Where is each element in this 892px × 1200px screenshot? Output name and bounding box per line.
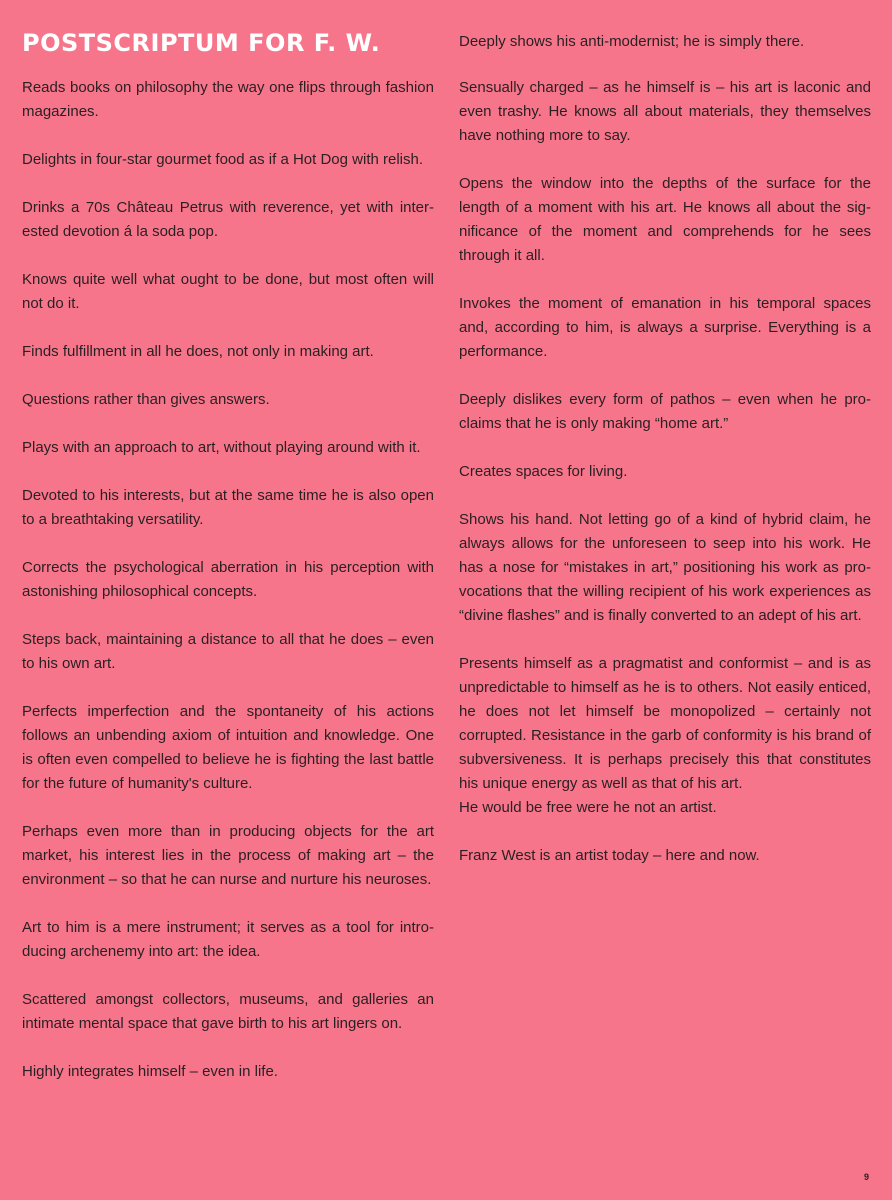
paragraph: Knows quite well what ought to be done, but most often will not do it.	[22, 271, 434, 312]
paragraph: Highly integrates himself – even in life.	[22, 1063, 278, 1080]
paragraph: Art to him is a mere instrument; it serves as a tool for intro-ducing archenemy into art: the idea.	[22, 919, 434, 960]
paragraph: Delights in four-star gourmet food as if a Hot Dog with relish.	[22, 151, 424, 168]
paragraph: Creates spaces for living.	[459, 463, 628, 480]
paragraph: Devoted to his interests, but at the same time he is also open to a breathtaking versatility.	[22, 487, 434, 528]
page-title: POSTSCRIPTUM FOR F. W.	[22, 29, 381, 57]
paragraph: Invokes the moment of emanation in his temporal spaces and, according to him, is always a surprise. Everything is a performance.	[459, 295, 871, 360]
paragraph: Shows his hand. Not letting go of a kind of hybrid claim, he always allows for the unforeseen to seep into his work. He has a nose for “mistakes in art,” positioning his work as pro-vocations that the willing recipient of his work experiences as “divine flashes” and is finally converted to an adept of his art.	[459, 511, 871, 624]
faded-background-band	[10, 1112, 890, 1182]
paragraph: Perfects imperfection and the spontaneity of his actions follows an unbending axiom of intuition and knowledge. One is often even compelled to believe he is fighting the last battle for the future of humanity's culture.	[22, 703, 434, 792]
paragraph: Reads books on philosophy the way one flips through fashion magazines.	[22, 79, 434, 120]
paragraph: Presents himself as a pragmatist and conformist – and is as unpredictable to himself as he is to others. Not easily enticed, he does not let himself be monopolized – certainly not corrupted. Resistance in the garb of conformity is his brand of subversiveness. It is perhaps precisely this that constitutes his unique energy as well as that of his art.	[459, 655, 871, 792]
paragraph: Steps back, maintaining a distance to all that he does – even to his own art.	[22, 631, 434, 672]
paragraph: Plays with an approach to art, without playing around with it.	[22, 439, 421, 456]
paragraph: Sensually charged – as he himself is – his art is laconic and even trashy. He knows all about materials, they themselves have nothing more to say.	[459, 79, 871, 144]
paragraph: Drinks a 70s Château Petrus with reverence, yet with inter-ested devotion á la soda pop.	[22, 199, 434, 240]
paragraph: He would be free were he not an artist.	[459, 799, 717, 816]
paragraph: Questions rather than gives answers.	[22, 391, 270, 408]
paragraph: Corrects the psychological aberration in his perception with astonishing philosophical concepts.	[22, 559, 434, 600]
paragraph: Opens the window into the depths of the surface for the length of a moment with his art. He knows all about the sig-nificance of the moment and comprehends for he sees through it all.	[459, 175, 871, 264]
paragraph: Scattered amongst collectors, museums, and galleries an intimate mental space that gave birth to his art lingers on.	[22, 991, 434, 1032]
paragraph: Deeply shows his anti-modernist; he is simply there.	[459, 33, 805, 50]
paragraph: Deeply dislikes every form of pathos – even when he pro-claims that he is only making “home art.”	[459, 391, 871, 432]
page-number: 9	[864, 1172, 870, 1182]
paragraph: Finds fulfillment in all he does, not only in making art.	[22, 343, 374, 360]
paragraph: Franz West is an artist today – here and now.	[459, 847, 760, 864]
paragraph: Perhaps even more than in producing objects for the art market, his interest lies in the process of making art – the environment – so that he can nurse and nurture his neuroses.	[22, 823, 434, 888]
